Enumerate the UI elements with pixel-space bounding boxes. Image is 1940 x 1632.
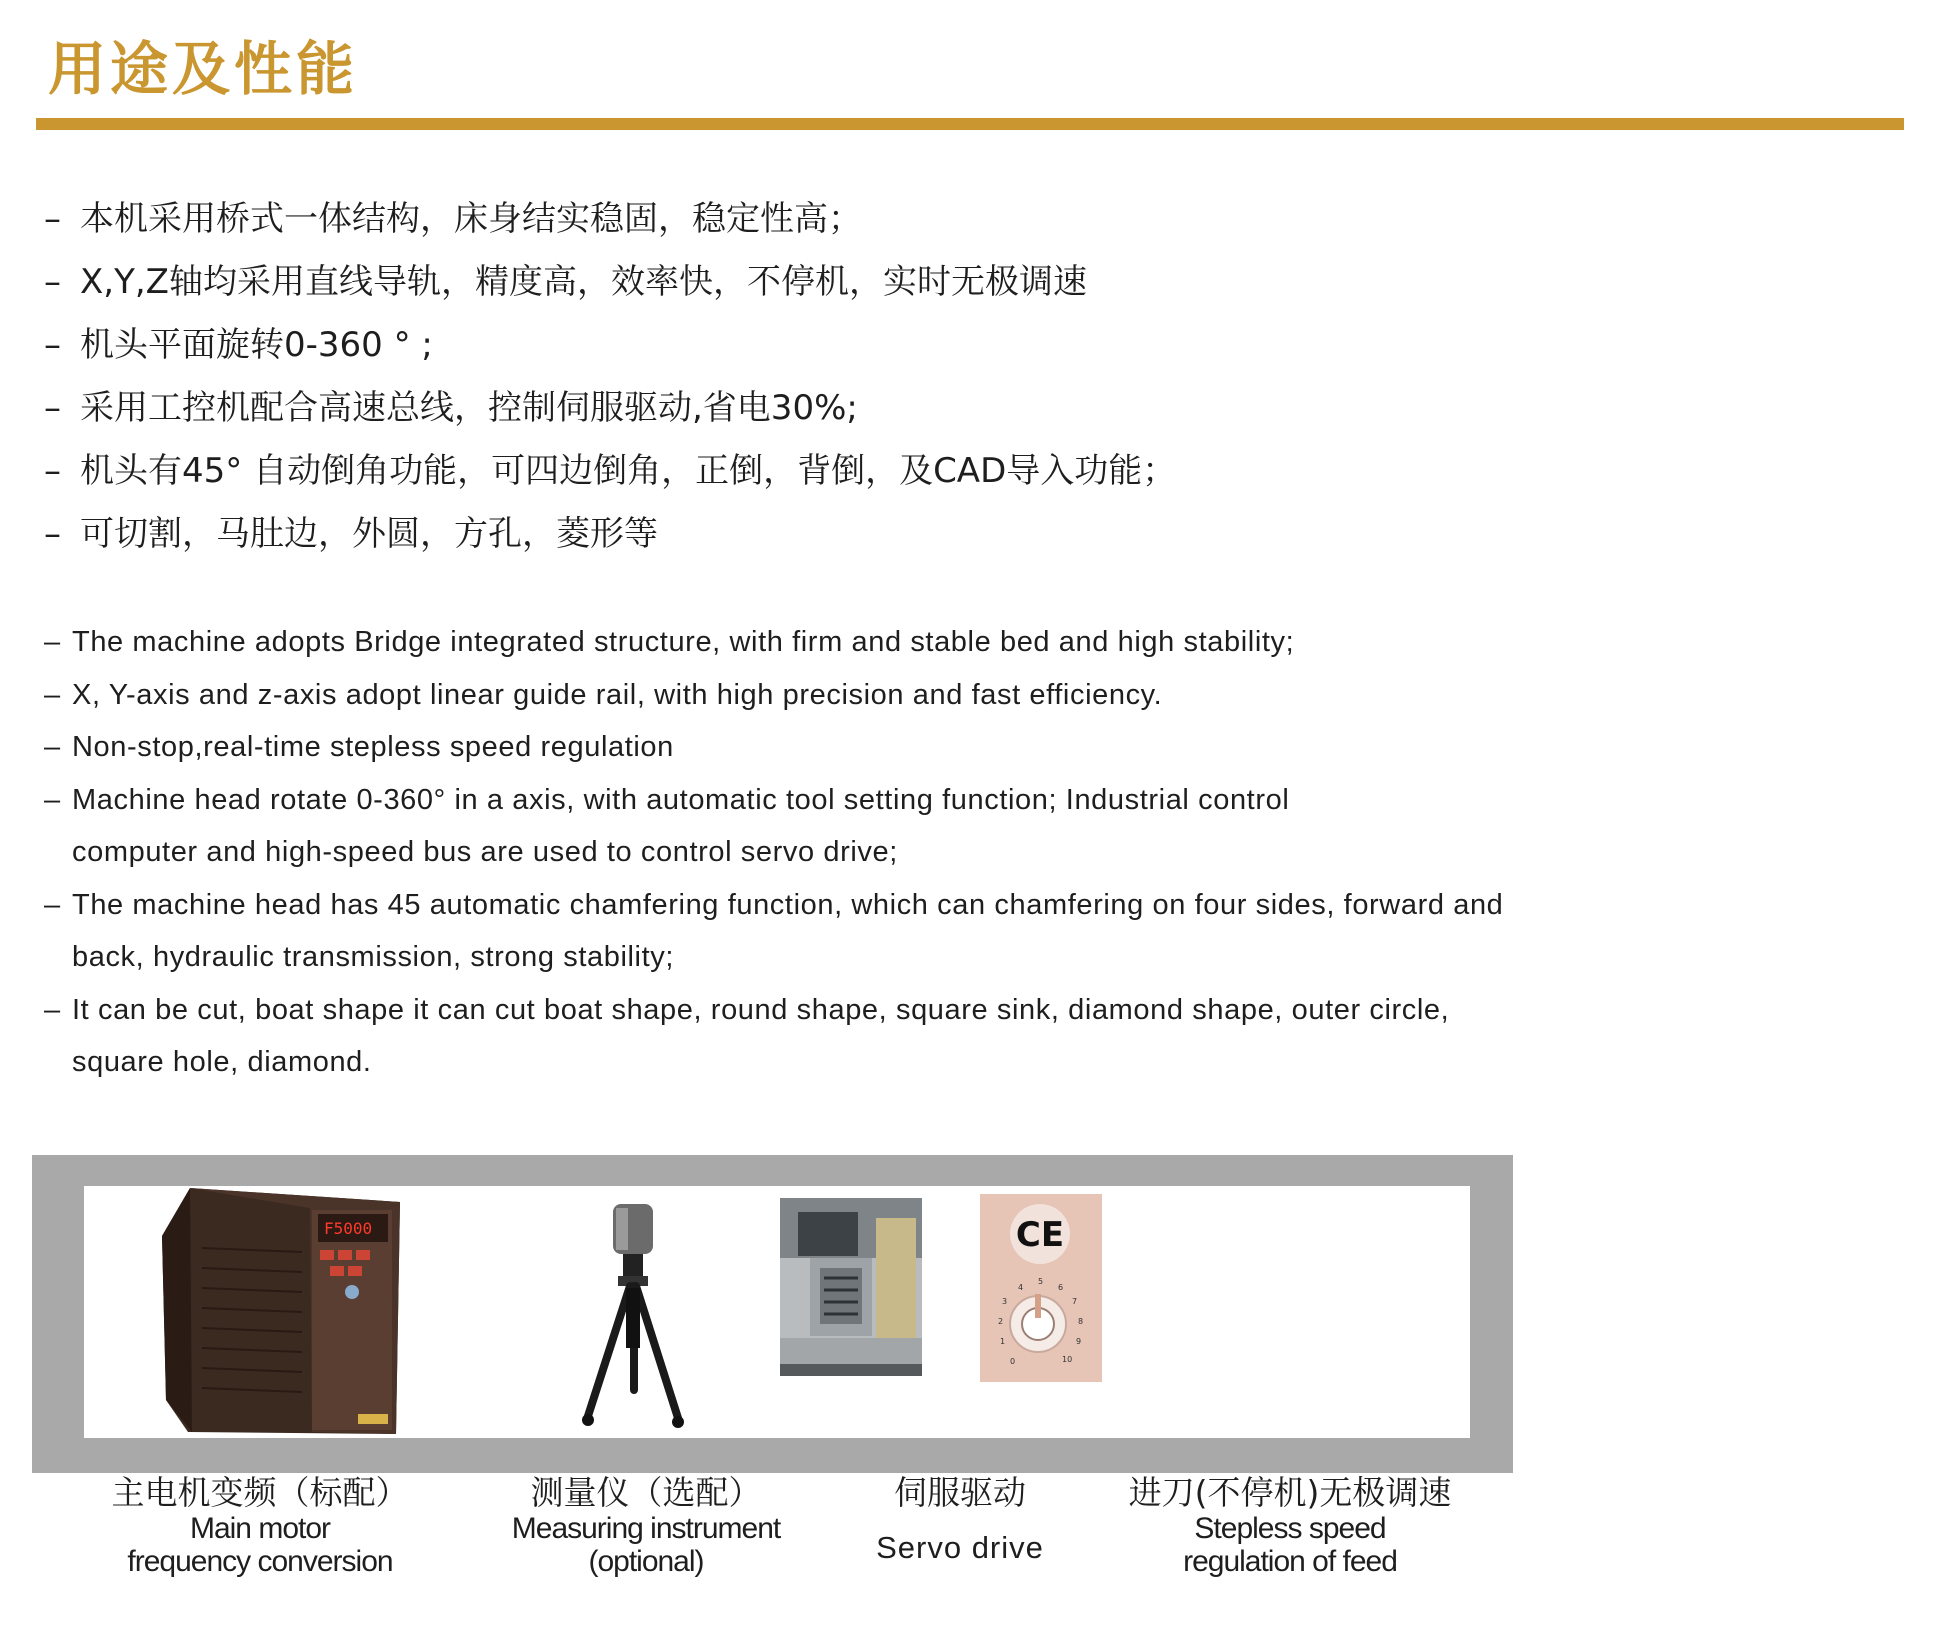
caption-en-line1: Measuring instrument <box>511 1512 781 1545</box>
bullet-dash: – <box>44 388 61 428</box>
list-item <box>44 669 1544 722</box>
bullet-dash: – <box>44 731 61 763</box>
caption-servo-drive <box>850 1474 1070 1566</box>
list-item <box>44 774 1372 879</box>
bullet-dash: – <box>44 514 61 554</box>
dial-number: 0 <box>1010 1357 1016 1366</box>
features-en-list <box>44 616 1544 1089</box>
dial-number: 10 <box>1062 1355 1073 1364</box>
bullet-dash: – <box>44 325 61 365</box>
tripod-measuring-photo <box>578 1204 688 1436</box>
list-item <box>44 188 1176 251</box>
feature-en-text: Non-stop,real-time stepless speed regulation <box>72 731 674 763</box>
feature-cn-text: 可切割，马肚边，外圆，方孔，菱形等 <box>80 514 658 554</box>
list-item <box>44 377 1176 440</box>
caption-cn: 伺服驱动 <box>894 1473 1026 1512</box>
dial-number: 4 <box>1018 1283 1024 1292</box>
dial-number: 6 <box>1058 1283 1064 1292</box>
title-divider <box>36 118 1904 130</box>
feature-cn-text: 本机采用桥式一体结构，床身结实稳固，稳定性高； <box>80 199 862 239</box>
servo-drive-photo <box>780 1198 922 1376</box>
bullet-dash: – <box>44 199 61 239</box>
caption-en-line2: frequency conversion <box>127 1545 393 1578</box>
list-item <box>44 879 1512 984</box>
bullet-dash: – <box>44 783 61 816</box>
dial-number: 8 <box>1078 1317 1084 1326</box>
caption-main-motor <box>100 1474 420 1578</box>
caption-stepless-speed <box>1100 1474 1480 1578</box>
list-item <box>44 503 1176 566</box>
features-cn-list <box>44 188 1176 566</box>
caption-measuring-instrument <box>476 1474 816 1578</box>
caption-en-line1: Main motor <box>189 1512 331 1545</box>
list-item <box>44 314 1176 377</box>
feature-cn-text: 采用工控机配合高速总线，控制伺服驱动,省电30%; <box>80 388 858 428</box>
caption-en-line1: Stepless speed <box>1194 1512 1386 1545</box>
caption-cn: 进刀(不停机)无极调速 <box>1128 1473 1452 1512</box>
component-gallery <box>32 1155 1513 1473</box>
caption-cn: 主电机变频（标配） <box>111 1473 409 1512</box>
caption-en-line1: Servo drive <box>876 1530 1044 1565</box>
bullet-dash: – <box>44 678 61 711</box>
dial-number: 3 <box>1002 1297 1008 1306</box>
caption-en-line2: (optional) <box>588 1545 704 1578</box>
feature-en-text: The machine head has 45 automatic chamfering function, which can chamfering on four sides, forward and back, hydraulic transmission, strong stability; <box>72 888 1504 973</box>
dial-number: 2 <box>998 1317 1004 1326</box>
list-item <box>44 721 1544 774</box>
frequency-inverter-photo <box>162 1188 402 1436</box>
caption-en-line2: regulation of feed <box>1183 1545 1397 1578</box>
speed-dial-photo <box>980 1194 1102 1382</box>
feature-cn-text: 机头有45° 自动倒角功能，可四边倒角，正倒，背倒，及CAD导入功能； <box>80 451 1177 491</box>
bullet-dash: – <box>44 626 61 658</box>
caption-cn: 测量仪（选配） <box>530 1473 762 1512</box>
list-item <box>44 251 1176 314</box>
bullet-dash: – <box>44 451 61 491</box>
bullet-dash: – <box>44 993 61 1026</box>
list-item <box>44 440 1176 503</box>
ce-mark-text: CE <box>1015 1215 1065 1255</box>
list-item <box>44 984 1532 1089</box>
bullet-dash: – <box>44 262 61 302</box>
feature-en-text: Machine head rotate 0-360° in a axis, with automatic tool setting function; Industrial control computer and high-speed bus are used to control servo drive; <box>72 783 1290 868</box>
dial-number: 5 <box>1038 1277 1044 1286</box>
bullet-dash: – <box>44 888 61 921</box>
section-title: 用途及性能 <box>48 35 359 103</box>
dial-number: 9 <box>1076 1337 1082 1346</box>
feature-en-text: It can be cut, boat shape it can cut boat shape, round shape, square sink, diamond shape, outer circle, square hole, diamond. <box>72 993 1450 1078</box>
feature-en-text: The machine adopts Bridge integrated structure, with firm and stable bed and high stability; <box>72 626 1295 658</box>
dial-number: 1 <box>1000 1337 1006 1346</box>
dial-number: 7 <box>1072 1297 1078 1306</box>
list-item <box>44 616 1544 669</box>
feature-cn-text: X,Y,Z轴均采用直线导轨，精度高，效率快，不停机，实时无极调速 <box>80 262 1087 302</box>
feature-en-text: X, Y-axis and z-axis adopt linear guide rail, with high precision and fast efficiency. <box>72 678 1163 711</box>
feature-cn-text: 机头平面旋转0-360 ° ; <box>80 325 433 365</box>
inverter-display-text: F5000 <box>324 1219 373 1238</box>
gallery-panel <box>84 1186 1470 1438</box>
